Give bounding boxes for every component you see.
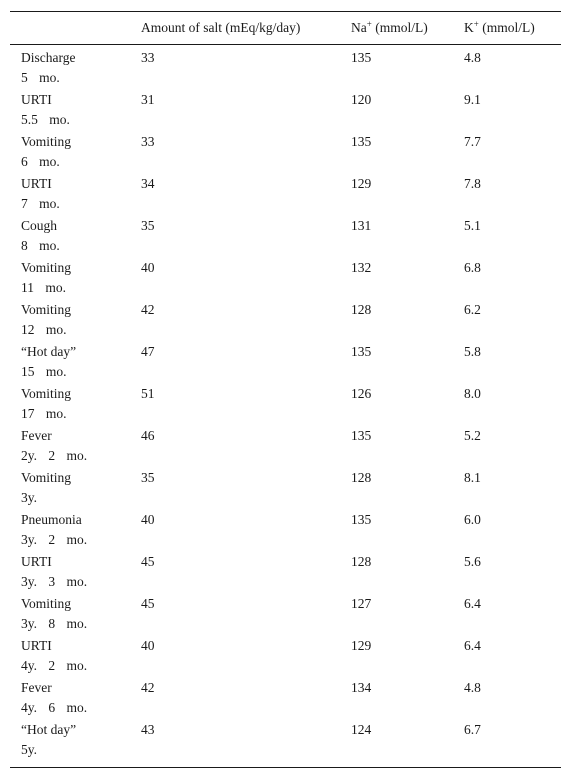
age-label: 12 mo. xyxy=(21,322,67,337)
header-sodium xyxy=(351,18,428,38)
potassium-cell: 7.8 xyxy=(464,176,481,191)
header-sodium-charge: + xyxy=(366,19,372,29)
event-label: “Hot day” xyxy=(21,344,77,359)
table-row xyxy=(10,425,561,467)
age-label: 7 mo. xyxy=(21,196,60,211)
table-body xyxy=(10,45,561,767)
table-row xyxy=(10,47,561,89)
potassium-cell: 6.4 xyxy=(464,596,481,611)
event-label: URTI xyxy=(21,176,52,191)
event-cell xyxy=(21,258,71,298)
sodium-cell: 129 xyxy=(351,176,372,191)
age-label: 5y. xyxy=(21,742,37,757)
table-row xyxy=(10,257,561,299)
potassium-cell: 4.8 xyxy=(464,50,481,65)
age-label: 2y. 2 mo. xyxy=(21,448,88,463)
event-label: “Hot day” xyxy=(21,722,77,737)
age-label: 11 mo. xyxy=(21,280,66,295)
potassium-cell: 8.0 xyxy=(464,386,481,401)
header-sodium-unit: (mmol/L) xyxy=(371,20,428,35)
sodium-cell: 135 xyxy=(351,134,372,149)
salt-cell: 35 xyxy=(141,470,155,485)
potassium-cell: 8.1 xyxy=(464,470,481,485)
potassium-cell: 6.7 xyxy=(464,722,481,737)
age-label: 3y. 2 mo. xyxy=(21,532,88,547)
age-label: 17 mo. xyxy=(21,406,67,421)
salt-cell: 40 xyxy=(141,260,155,275)
potassium-cell: 9.1 xyxy=(464,92,481,107)
potassium-cell: 5.6 xyxy=(464,554,481,569)
age-label: 15 mo. xyxy=(21,364,67,379)
age-label: 3y. 8 mo. xyxy=(21,616,88,631)
sodium-cell: 124 xyxy=(351,722,372,737)
event-label: Vomiting xyxy=(21,302,72,317)
event-cell xyxy=(21,510,87,550)
potassium-cell: 6.4 xyxy=(464,638,481,653)
event-label: Pneumonia xyxy=(21,512,82,527)
event-label: Vomiting xyxy=(21,386,72,401)
data-table xyxy=(10,11,561,768)
table-row xyxy=(10,215,561,257)
potassium-cell: 5.1 xyxy=(464,218,481,233)
event-label: Cough xyxy=(21,218,58,233)
header-potassium-unit: (mmol/L) xyxy=(478,20,535,35)
age-label: 5.5 mo. xyxy=(21,112,70,127)
table-row xyxy=(10,299,561,341)
salt-cell: 42 xyxy=(141,302,155,317)
salt-cell: 33 xyxy=(141,134,155,149)
potassium-cell: 6.0 xyxy=(464,512,481,527)
event-cell xyxy=(21,720,76,760)
age-label: 5 mo. xyxy=(21,70,60,85)
salt-cell: 42 xyxy=(141,680,155,695)
event-cell xyxy=(21,342,76,382)
event-label: Vomiting xyxy=(21,260,72,275)
age-label: 3y. 3 mo. xyxy=(21,574,88,589)
salt-cell: 46 xyxy=(141,428,155,443)
sodium-cell: 131 xyxy=(351,218,372,233)
event-label: Fever xyxy=(21,428,52,443)
sodium-cell: 135 xyxy=(351,428,372,443)
event-cell xyxy=(21,90,70,130)
table-row xyxy=(10,593,561,635)
sodium-cell: 134 xyxy=(351,680,372,695)
event-label: Fever xyxy=(21,680,52,695)
sodium-cell: 135 xyxy=(351,512,372,527)
event-label: URTI xyxy=(21,92,52,107)
table-row xyxy=(10,719,561,761)
sodium-cell: 129 xyxy=(351,638,372,653)
sodium-cell: 132 xyxy=(351,260,372,275)
potassium-cell: 5.8 xyxy=(464,344,481,359)
header-potassium-charge: + xyxy=(473,19,479,29)
header-potassium xyxy=(464,18,535,38)
potassium-cell: 7.7 xyxy=(464,134,481,149)
table-row xyxy=(10,131,561,173)
sodium-cell: 127 xyxy=(351,596,372,611)
event-cell xyxy=(21,636,87,676)
salt-cell: 51 xyxy=(141,386,155,401)
table-row xyxy=(10,635,561,677)
header-potassium-symbol: K xyxy=(464,20,474,35)
salt-cell: 33 xyxy=(141,50,155,65)
event-cell xyxy=(21,552,87,592)
potassium-cell: 6.8 xyxy=(464,260,481,275)
event-cell xyxy=(21,300,71,340)
potassium-cell: 4.8 xyxy=(464,680,481,695)
event-cell xyxy=(21,426,87,466)
salt-cell: 40 xyxy=(141,638,155,653)
sodium-cell: 126 xyxy=(351,386,372,401)
table-row xyxy=(10,341,561,383)
table-row xyxy=(10,551,561,593)
sodium-cell: 128 xyxy=(351,470,372,485)
salt-cell: 35 xyxy=(141,218,155,233)
table-row xyxy=(10,677,561,719)
event-label: Vomiting xyxy=(21,134,72,149)
salt-cell: 34 xyxy=(141,176,155,191)
salt-cell: 40 xyxy=(141,512,155,527)
sodium-cell: 120 xyxy=(351,92,372,107)
potassium-cell: 6.2 xyxy=(464,302,481,317)
salt-cell: 45 xyxy=(141,596,155,611)
table-row xyxy=(10,383,561,425)
event-cell xyxy=(21,468,71,508)
event-cell xyxy=(21,216,60,256)
salt-cell: 43 xyxy=(141,722,155,737)
bottom-rule xyxy=(10,767,561,768)
sodium-cell: 128 xyxy=(351,554,372,569)
age-label: 4y. 6 mo. xyxy=(21,700,88,715)
event-cell xyxy=(21,594,87,634)
event-cell xyxy=(21,48,75,88)
salt-cell: 31 xyxy=(141,92,155,107)
table-header xyxy=(10,12,561,44)
header-salt-amount: Amount of salt (mEq/kg/day) xyxy=(141,20,301,35)
potassium-cell: 5.2 xyxy=(464,428,481,443)
event-cell xyxy=(21,384,71,424)
event-cell xyxy=(21,174,60,214)
table-row xyxy=(10,467,561,509)
sodium-cell: 128 xyxy=(351,302,372,317)
event-label: URTI xyxy=(21,638,52,653)
table-row xyxy=(10,173,561,215)
age-label: 4y. 2 mo. xyxy=(21,658,88,673)
event-cell xyxy=(21,132,71,172)
age-label: 8 mo. xyxy=(21,238,60,253)
table-row xyxy=(10,509,561,551)
header-sodium-symbol: Na xyxy=(351,20,367,35)
event-label: Vomiting xyxy=(21,596,72,611)
salt-cell: 47 xyxy=(141,344,155,359)
salt-cell: 45 xyxy=(141,554,155,569)
event-label: URTI xyxy=(21,554,52,569)
age-label: 3y. xyxy=(21,490,37,505)
age-label: 6 mo. xyxy=(21,154,60,169)
event-label: Discharge xyxy=(21,50,76,65)
event-cell xyxy=(21,678,87,718)
sodium-cell: 135 xyxy=(351,50,372,65)
event-label: Vomiting xyxy=(21,470,72,485)
table-row xyxy=(10,89,561,131)
sodium-cell: 135 xyxy=(351,344,372,359)
